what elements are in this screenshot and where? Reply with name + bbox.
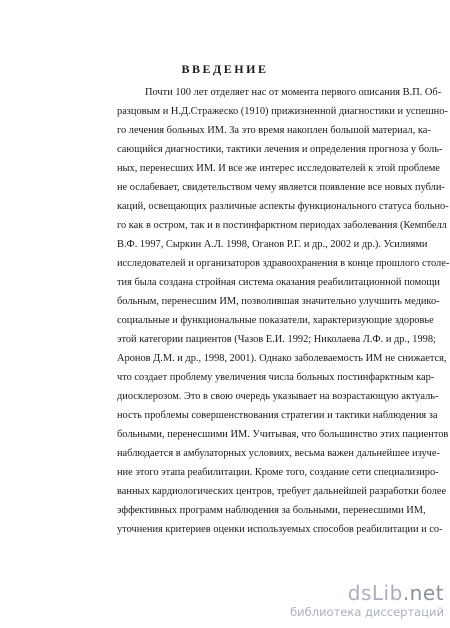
text-line: ных, перенесших ИМ. И все же интерес исследователей к этой проблеме <box>117 163 440 174</box>
text-line: этой категории пациентов (Чазов Е.И. 1992; Николаева Л.Ф. и др., 1998; <box>117 334 436 345</box>
text-line: не ослабевает, свидетельством чему является появление все новых публи- <box>117 182 445 193</box>
watermark-logo <box>348 582 444 604</box>
text-line: больными, перенесшими ИМ. Учитывая, что большинство этих пациентов <box>117 429 449 440</box>
text-line: ванных кардиологических центров, требует дальнейшей разработки более <box>117 486 447 497</box>
text-line: исследователей и организаторов здравоохранения в конце прошлого столе- <box>117 258 450 269</box>
text-line: каций, освещающих различные аспекты функционального статуса больно- <box>117 201 449 212</box>
text-line: сающийся диагностики, тактики лечения и определения прогноза у боль- <box>117 144 443 155</box>
document-heading: ВВЕДЕНИЕ <box>181 62 269 76</box>
text-line: диосклерозом. Это в свою очередь указывает на возрастающую актуаль- <box>117 391 439 402</box>
dslib-watermark <box>286 582 446 624</box>
text-line: Почти 100 лет отделяет нас от момента первого описания В.П. Об- <box>145 87 442 98</box>
text-line: разцовым и Н.Д.Стражеско (1910) прижизненной диагностики и успешно- <box>117 106 448 117</box>
text-line: социальные и функциональные показатели, характеризующие здоровье <box>117 315 434 326</box>
text-line: эффективных программ наблюдения за больными, перенесшими ИМ, <box>117 505 426 516</box>
watermark-caption: библиотека диссертаций <box>290 605 444 619</box>
text-line: уточнения критериев оценки используемых способов реабилитации и со- <box>117 524 443 535</box>
text-line: В.Ф. 1997, Сыркин А.Л. 1998, Оганов Р.Г. и др., 2002 и др.). Усилиями <box>117 239 428 250</box>
text-line: Аронов Д.М. и др., 1998, 2001). Однако заболеваемость ИМ не снижается, <box>117 353 447 364</box>
text-line: наблюдается в амбулаторных условиях, весьма важен дальнейшее изуче- <box>117 448 440 459</box>
text-line: ность проблемы совершенствования стратегии и тактики наблюдения за <box>117 410 438 421</box>
text-line: что создает проблему увеличения числа больных постинфарктным кар- <box>117 372 435 383</box>
text-line: го как в остром, так и в постинфарктном периодах заболевания (Кемпбелл <box>117 220 447 231</box>
watermark-logo-suffix: .net <box>402 581 444 605</box>
text-line: больным, перенесшим ИМ, позволившая значительно улучшить медико- <box>117 296 440 307</box>
watermark-logo-main: dsLib <box>347 581 403 605</box>
text-line: тия была создана стройная система оказания реабилитационной помощи <box>117 277 440 288</box>
text-line: го лечения больных ИМ. За это время накоплен большой материал, ка- <box>117 125 431 136</box>
text-line: ние этого этапа реабилитации. Кроме того, создание сети специализиро- <box>117 467 439 478</box>
